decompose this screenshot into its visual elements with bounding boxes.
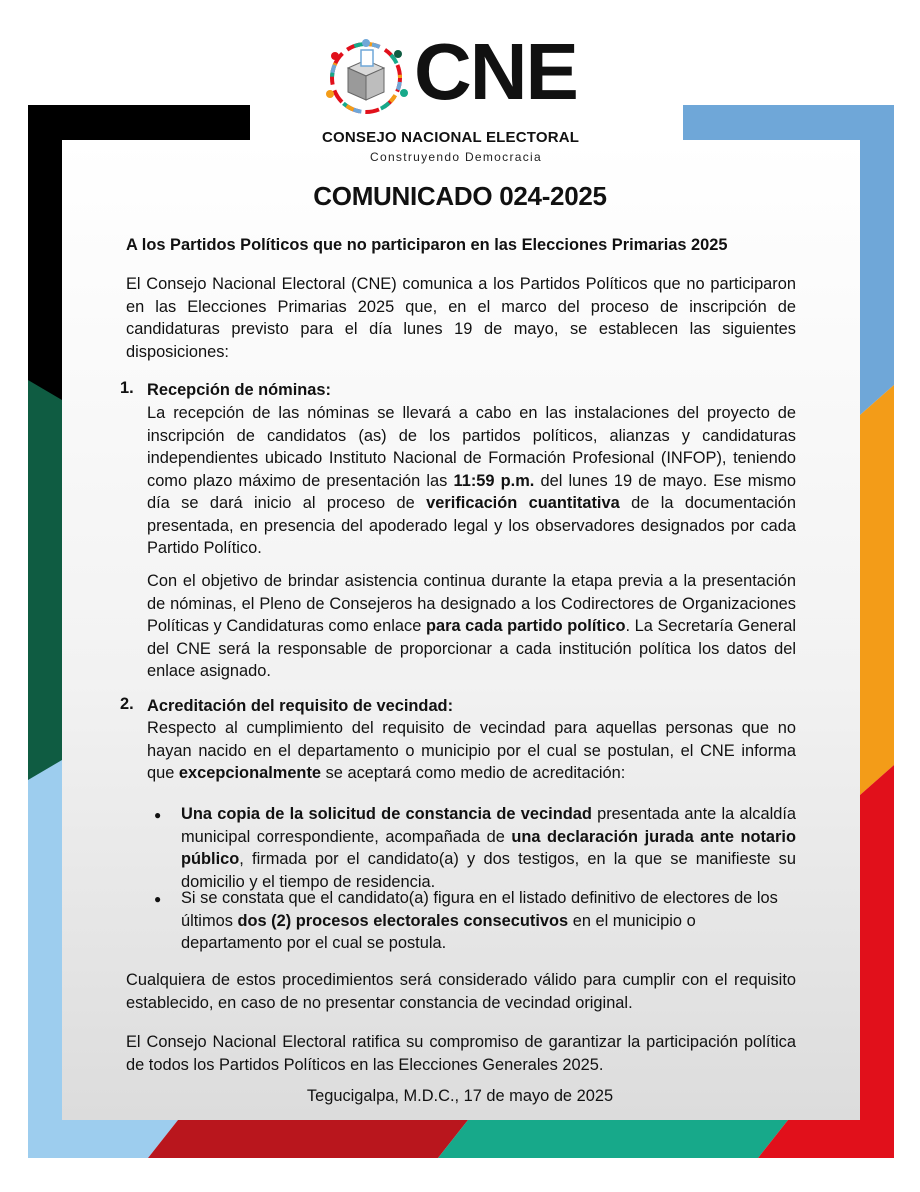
item-heading-text: Recepción de nóminas: — [147, 381, 331, 399]
item-number: 2. — [120, 695, 134, 713]
intro-paragraph: El Consejo Nacional Electoral (CNE) comunica a los Partidos Políticos que no participaron en las Elecciones Primarias 2025 que, en el marco del proceso de inscripción de candidaturas previsto para el día lunes 19 de mayo, se establecen las siguientes disposiciones: — [126, 275, 796, 361]
conclusion-paragraph: Cualquiera de estos procedimientos será considerado válido para cumplir con el requisito establecido, en caso de no presentar constancia de vecindad original. — [126, 971, 796, 1012]
page-title: COMUNICADO 024-2025 — [313, 181, 607, 211]
frame-bottom-colors — [28, 1120, 894, 1158]
item-heading-text: Acreditación del requisito de vecindad: — [147, 697, 454, 715]
text-run: en el municipio o departamento por el cual se postula. — [181, 911, 696, 952]
bold-run: excepcionalmente — [178, 764, 322, 782]
enlace-paragraph — [147, 570, 796, 683]
text-run: presentada ante la alcaldía municipal correspondiente, acompañada de — [181, 805, 797, 846]
text-run: . La Secretaría General del CNE será la responsable de proporcionar a cada institución política los datos del enlace asignado. — [147, 617, 796, 680]
deadline-time: 11:59 p.m. — [453, 471, 535, 490]
subject-line: A los Partidos Políticos que no participaron en las Elecciones Primarias 2025 — [126, 236, 728, 254]
text-run: Con el objetivo de brindar asistencia continua durante la etapa previa a la presentación de nóminas, el Pleno de Consejeros ha designado a los Codirectores de Organizaciones Políticas y Candidaturas como enlace — [147, 572, 796, 635]
org-slogan: Construyendo Democracia — [370, 150, 542, 164]
bullet-icon: ● — [154, 808, 162, 822]
bullet-item — [181, 887, 796, 955]
text-run: Si se constata que el candidato(a) figura en el listado definitivo de electores de los últimos — [181, 889, 778, 930]
bold-run: una declaración jurada ante notario público — [181, 827, 796, 868]
nominas-paragraph — [147, 402, 796, 560]
text-run: , firmada por el candidato(a) y dos testigos, en la que se manifieste su domicilio y el tiempo de residencia. — [181, 850, 796, 891]
bullet-item — [181, 803, 796, 893]
item-heading-vecindad — [147, 695, 797, 718]
place-date: Tegucigalpa, M.D.C., 17 de mayo de 2025 — [306, 1087, 614, 1105]
text-run: del lunes 19 de mayo. Ese mismo día se dará inicio al proceso de — [147, 471, 796, 512]
vecindad-paragraph — [147, 717, 796, 785]
bullet-icon: ● — [154, 892, 162, 906]
item-heading-nominas — [147, 379, 797, 402]
frame-left-colors — [28, 380, 62, 1158]
org-name: CONSEJO NACIONAL ELECTORAL — [322, 129, 580, 146]
text-run: La recepción de las nóminas se llevará a cabo en las instalaciones del proyecto de inscripción de candidatos (as) de los partidos políticos, alianzas y candidaturas independientes ubicado Instituto Nacional de Formación Profesional (INFOP), teniendo como plazo máximo de presentación las — [147, 404, 796, 490]
item-number: 1. — [120, 379, 134, 397]
logo-acronym: CNE — [414, 27, 577, 116]
frame-black-band-left — [28, 105, 62, 400]
text-run: Respecto al cumplimiento del requisito de vecindad para aquellas personas que no hayan nacido en el departamento o municipio por el cual se postulan, el CNE informa que — [147, 719, 796, 782]
bold-run: Una copia de la solicitud de constancia de vecindad — [181, 805, 592, 823]
bold-run: dos (2) procesos electorales consecutivos — [237, 911, 569, 930]
bold-run: para cada partido político — [425, 617, 626, 635]
bold-run: verificación cuantitativa — [426, 494, 620, 512]
text-run: de la documentación presentada, en presencia del apoderado legal y los observadores designados por cada Partido Político. — [147, 494, 796, 557]
text-run: se aceptará como medio de acreditación: — [321, 764, 626, 782]
ballot-box-logo-icon — [320, 38, 412, 118]
frame-right-colors — [860, 105, 894, 1158]
cne-logo — [318, 27, 608, 170]
commitment-paragraph: El Consejo Nacional Electoral ratifica su compromiso de garantizar la participación política de todos los Partidos Políticos en las Elecciones Generales 2025. — [126, 1033, 796, 1074]
